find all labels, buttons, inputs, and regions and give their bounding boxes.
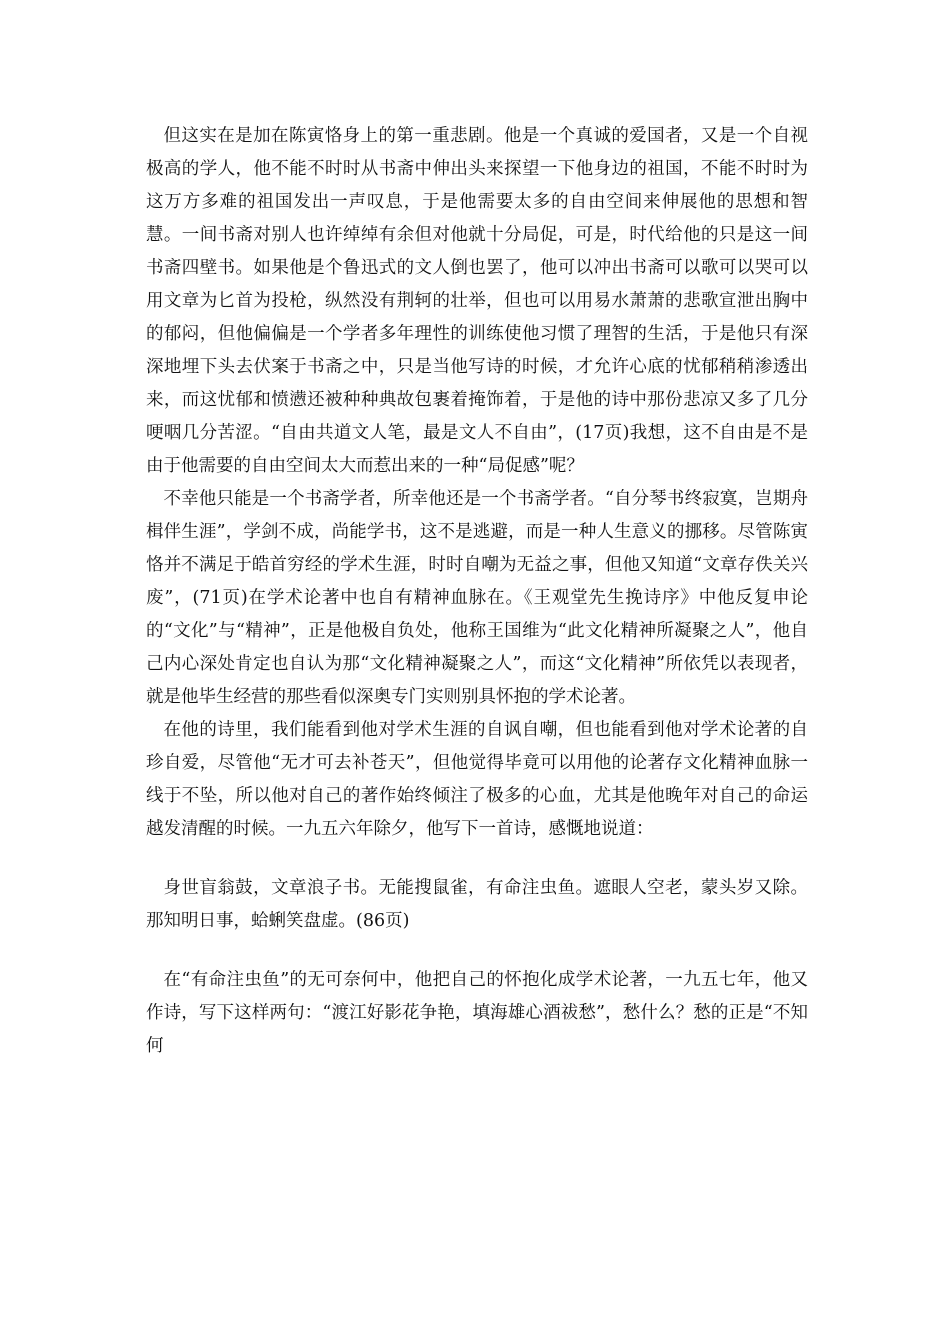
paragraph-insect-fish: 在“有命注虫鱼”的无可奈何中，他把自己的怀抱化成学术论著，一九五七年，他又作诗，写下这样两句：“渡江好影花争艳，填海雄心酒祓愁”，愁什么？愁的正是“不知何 — [146, 970, 808, 1056]
paragraph-first-tragedy: 但这实在是加在陈寅恪身上的第一重悲剧。他是一个真诚的爱国者，又是一个自视极高的学人，他不能不时时从书斋中伸出头来探望一下他身边的祖国，不能不时时为这万方多难的祖国发出一声叹息，于是他需要太多的自由空间来伸展他的思想和智慧。一间书斋对别人也许绰绰有余但对他就十分局促，可是，时代给他的只是这一间书斋四壁书。如果他是个鲁迅式的文人倒也罢了，他可以冲出书斋可以歌可以哭可以用文章为匕首为投枪，纵然没有荆轲的壮举，但也可以用易水萧萧的悲歌宣泄出胸中的郁闷，但他偏偏是一个学者多年理性的训练使他习惯了理智的生活，于是他只有深深地埋下头去伏案于书斋之中，只是当他写诗的时候，才允许心底的忧郁稍稍渗透出来，而这忧郁和愤懑还被种种典故包裹着掩饰着，于是他的诗中那份悲凉又多了几分哽咽几分苦涩。“自由共道文人笔，最是文人不自由”，(17页)我想，这不自由是不是由于他需要的自由空间太大而惹出来的一种“局促感”呢？ — [146, 126, 808, 476]
quoted-poem: 身世盲翁鼓，文章浪子书。无能搜鼠雀，有命注虫鱼。遮眼人空老，蒙头岁又除。那知明日事，蛤蜊笑盘虚。(86页) — [146, 878, 808, 931]
paragraph-poetry-self-mockery: 在他的诗里，我们能看到他对学术生涯的自讽自嘲，但也能看到他对学术论著的自珍自爱，尽管他“无才可去补苍天”，但他觉得毕竟可以用他的论著存文化精神血脉一线于不坠，所以他对自己的著作始终倾注了极多的心血，尤其是他晚年对自己的命运越发清醒的时候。一九五六年除夕，他写下一首诗，感慨地说道： — [146, 720, 808, 839]
paragraph-study-scholar: 不幸他只能是一个书斋学者，所幸他还是一个书斋学者。“自分琴书终寂寞，岂期舟楫伴生涯”，学剑不成，尚能学书，这不是逃避，而是一种人生意义的挪移。尽管陈寅恪并不满足于皓首穷经的学术生涯，时时自嘲为无益之事，但他又知道“文章存佚关兴废”，(71页)在学术论著中也自有精神血脉在。《王观堂先生挽诗序》中他反复申论的“文化”与“精神”，正是他极自负处，他称王国维为“此文化精神所凝聚之人”，他自己内心深处肯定也自认为那“文化精神凝聚之人”，而这“文化精神”所依凭以表现者，就是他毕生经营的那些看似深奥专门实则别具怀抱的学术论著。 — [146, 489, 808, 707]
document-page — [146, 120, 808, 1063]
